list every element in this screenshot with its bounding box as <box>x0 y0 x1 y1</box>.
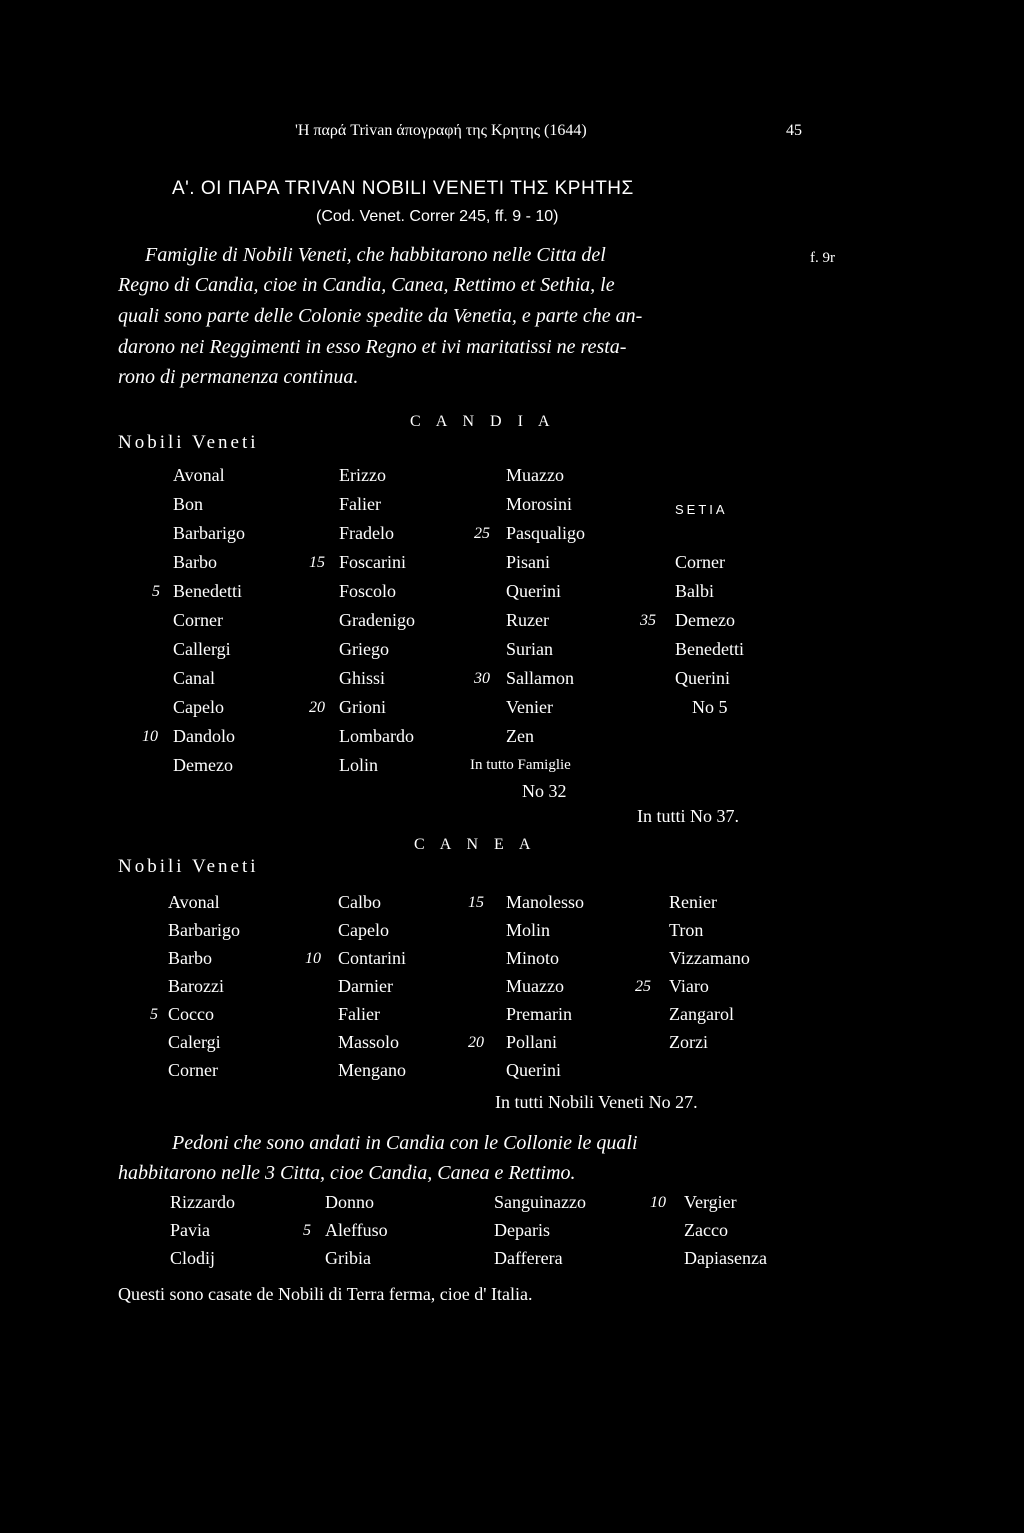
line-number: 10 <box>305 950 321 967</box>
canea-name: Muazzo <box>506 976 564 996</box>
candia-name: Pisani <box>506 552 551 572</box>
canea-name: Mengano <box>338 1060 406 1080</box>
canea-name: Cocco <box>168 1004 214 1024</box>
line-number: 20 <box>309 699 325 716</box>
pedoni-name: Zacco <box>684 1220 728 1240</box>
line-number: 5 <box>152 583 160 600</box>
source-reference: (Cod. Venet. Correr 245, ff. 9 - 10) <box>316 208 559 225</box>
setia-name: Corner <box>675 552 725 572</box>
canea-name: Vizzamano <box>669 948 750 968</box>
line-number: 30 <box>474 670 490 687</box>
canea-name: Premarin <box>506 1004 572 1024</box>
pedoni-name: Rizzardo <box>170 1192 235 1212</box>
canea-name: Zangarol <box>669 1004 734 1024</box>
setia-name: Querini <box>675 668 730 688</box>
pedoni-name: Dapiasenza <box>684 1248 767 1268</box>
candia-name: Corner <box>173 610 223 630</box>
candia-name: Canal <box>173 668 215 688</box>
canea-name: Tron <box>669 920 704 940</box>
candia-name: Callergi <box>173 639 231 659</box>
pedoni-intro-line: habbitarono nelle 3 Citta, cioe Candia, Canea e Rettimo. <box>118 1162 576 1184</box>
pedoni-name: Donno <box>325 1192 374 1212</box>
candia-name: Demezo <box>173 755 233 775</box>
candia-name: Bon <box>173 494 204 514</box>
candia-grand-total: In tutti No 37. <box>637 806 739 826</box>
candia-heading: C A N D I A <box>410 413 556 430</box>
canea-name: Falier <box>338 1004 380 1024</box>
candia-total-value: No 32 <box>522 781 567 801</box>
line-number: 25 <box>635 978 651 995</box>
line-number: 10 <box>142 728 158 745</box>
canea-name: Contarini <box>338 948 406 968</box>
pedoni-name: Gribia <box>325 1248 371 1268</box>
candia-name: Ruzer <box>506 610 549 630</box>
intro-line: Regno di Candia, cioe in Candia, Canea, Rettimo et Sethia, le <box>118 274 615 296</box>
pedoni-name: Aleffuso <box>325 1220 388 1240</box>
candia-name: Barbarigo <box>173 523 245 543</box>
candia-name: Falier <box>339 494 381 514</box>
canea-name: Calbo <box>338 892 381 912</box>
candia-name: Lombardo <box>339 726 414 746</box>
line-number: 20 <box>468 1034 484 1051</box>
canea-total: In tutti Nobili Veneti No 27. <box>495 1092 698 1112</box>
canea-heading: C A N E A <box>414 836 537 853</box>
intro-line: rono di permanenza continua. <box>118 366 359 388</box>
candia-name: Lolin <box>339 755 378 775</box>
canea-name: Barbo <box>168 948 212 968</box>
candia-name: Capelo <box>173 697 224 717</box>
line-number: 15 <box>309 554 325 571</box>
candia-name: Surian <box>506 639 553 659</box>
pedoni-name: Clodij <box>170 1248 216 1268</box>
folio-note: f. 9r <box>810 250 835 266</box>
canea-name: Minoto <box>506 948 560 968</box>
canea-name: Capelo <box>338 920 389 940</box>
candia-name: Erizzo <box>339 465 386 485</box>
line-number: 10 <box>650 1194 666 1211</box>
canea-name: Massolo <box>338 1032 400 1052</box>
page-number: 45 <box>786 122 802 139</box>
candia-name: Gradenigo <box>339 610 415 630</box>
setia-heading: SETIA <box>675 502 728 517</box>
candia-name: Foscolo <box>339 581 397 601</box>
candia-name: Avonal <box>173 465 225 485</box>
pedoni-name: Deparis <box>494 1220 550 1240</box>
line-number: 25 <box>474 525 490 542</box>
pedoni-intro-line: Pedoni che sono andati in Candia con le Collonie le quali <box>172 1132 638 1154</box>
setia-name: Balbi <box>675 581 714 601</box>
setia-name: Benedetti <box>675 639 744 659</box>
setia-total: No 5 <box>692 697 728 717</box>
canea-name: Darnier <box>338 976 393 996</box>
candia-name: Fradelo <box>339 523 394 543</box>
intro-line: darono nei Reggimenti in esso Regno et ivi maritatissi ne resta- <box>118 336 627 358</box>
candia-name: Querini <box>506 581 561 601</box>
setia-name: Demezo <box>675 610 735 630</box>
pedoni-name: Pavia <box>170 1220 210 1240</box>
closing-line: Questi sono casate de Nobili di Terra ferma, cioe d' Italia. <box>118 1284 533 1304</box>
pedoni-name: Vergier <box>684 1192 737 1212</box>
candia-total-label: In tutto Famiglie <box>470 757 571 773</box>
section-title: A'. OI ΠΑΡΑ TRIVAN NOBILI VENETI ΤΗΣ ΚΡΗΤΗΣ <box>172 178 634 199</box>
candia-name: Sallamon <box>506 668 574 688</box>
candia-name: Zen <box>506 726 534 746</box>
candia-name: Venier <box>506 697 553 717</box>
canea-name: Pollani <box>506 1032 558 1052</box>
canea-name: Querini <box>506 1060 561 1080</box>
canea-name: Avonal <box>168 892 220 912</box>
canea-name: Barozzi <box>168 976 224 996</box>
candia-name: Pasqualigo <box>506 523 585 543</box>
canea-name: Manolesso <box>506 892 584 912</box>
line-number: 5 <box>303 1222 311 1239</box>
line-number: 35 <box>640 612 656 629</box>
nobili-veneti-label: Nobili Veneti <box>118 432 259 453</box>
candia-name: Muazzo <box>506 465 564 485</box>
canea-name: Zorzi <box>669 1032 708 1052</box>
candia-name: Benedetti <box>173 581 242 601</box>
pedoni-name: Dafferera <box>494 1248 563 1268</box>
canea-name: Barbarigo <box>168 920 240 940</box>
candia-name: Barbo <box>173 552 217 572</box>
canea-name: Renier <box>669 892 717 912</box>
pedoni-name: Sanguinazzo <box>494 1192 586 1212</box>
candia-name: Morosini <box>506 494 573 514</box>
candia-name: Grioni <box>339 697 386 717</box>
candia-name: Griego <box>339 639 389 659</box>
candia-name: Dandolo <box>173 726 235 746</box>
candia-name: Ghissi <box>339 668 386 688</box>
intro-line: Famiglie di Nobili Veneti, che habbitarono nelle Citta del <box>145 244 606 266</box>
intro-line: quali sono parte delle Colonie spedite da Venetia, e parte che an- <box>118 305 643 327</box>
line-number: 15 <box>468 894 484 911</box>
canea-name: Calergi <box>168 1032 221 1052</box>
line-number: 5 <box>150 1006 158 1023</box>
running-title: 'Η παρά Trivan άπογραφή της Κρητης (1644) <box>295 122 587 139</box>
nobili-veneti-label: Nobili Veneti <box>118 856 259 877</box>
candia-name: Foscarini <box>339 552 406 572</box>
canea-name: Viaro <box>669 976 709 996</box>
canea-name: Corner <box>168 1060 218 1080</box>
canea-name: Molin <box>506 920 551 940</box>
